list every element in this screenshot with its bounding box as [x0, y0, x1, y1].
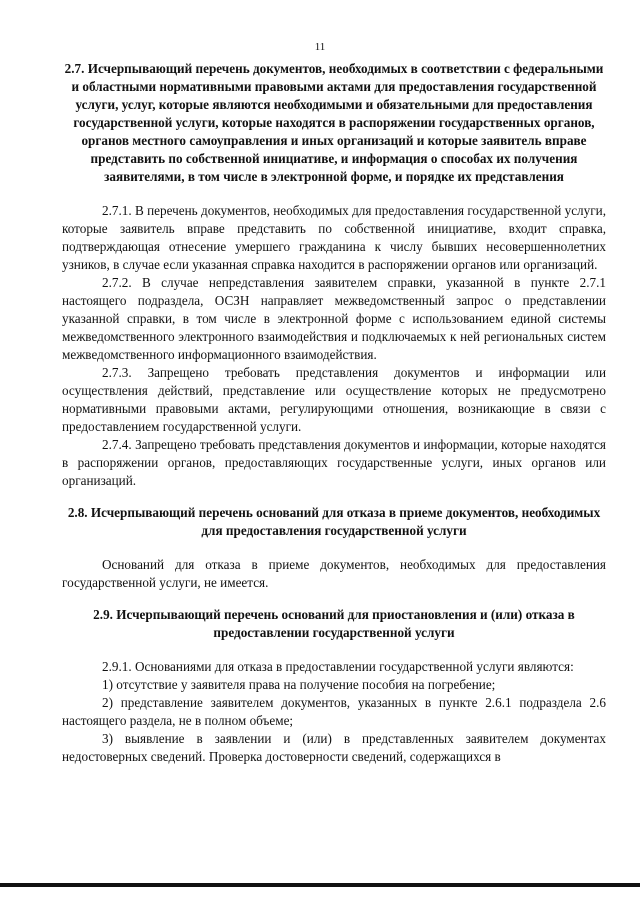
list-item-1: 1) отсутствие у заявителя права на получение пособия на погребение;: [102, 677, 496, 692]
scan-edge-bar: [0, 883, 640, 887]
list-item-3: 3) выявление в заявлении и (или) в представленных заявителем документах недостоверных сведений. Проверка достоверности сведений, содержащихся в: [62, 731, 606, 764]
document-body: [62, 60, 606, 766]
list-item-2: 2) представление заявителем документов, указанных в пункте 2.6.1 подраздела 2.6 настоящего раздела, не в полном объеме;: [62, 695, 606, 728]
paragraph-2-8: Оснований для отказа в приеме документов, необходимых для предоставления государственной услуги, не имеется.: [62, 557, 606, 590]
paragraph-2-7-1: 2.7.1. В перечень документов, необходимых для предоставления государственной услуги, которые заявитель вправе представить по собственной инициативе, входит справка, подтверждающая отнесение умершего гражданина к числу бывших несовершеннолетних узников, в случае если указанная справка находится в распоряжении органов или организаций.: [62, 203, 606, 272]
section-2-8-heading: 2.8. Исчерпывающий перечень оснований для отказа в приеме документов, необходимых для предоставления государственной услуги: [67, 505, 601, 538]
paragraph-2-9-1: 2.9.1. Основаниями для отказа в предоставлении государственной услуги являются:: [102, 659, 574, 674]
paragraph-2-7-3: 2.7.3. Запрещено требовать представления документов и информации или осуществления действий, представление или осуществление которых не предусмотрено нормативными правовыми актами, регулирующими отношения, возникающие в связи с предоставлением государственной услуги.: [62, 365, 606, 434]
paragraph-2-7-4: 2.7.4. Запрещено требовать представления документов и информации, которые находятся в распоряжении органов, предоставляющих государственные услуги, иных органов или организаций.: [62, 437, 606, 488]
page-number: 11: [314, 41, 326, 53]
section-2-7-heading: 2.7. Исчерпывающий перечень документов, необходимых в соответствии с федеральными и областными нормативными правовыми актами для предоставления государственной услуги, услуг, которые являются необходимыми и обязательными для предоставления государственной услуги, которые находятся в распоряжении государственных органов, органов местного самоуправления и иных организаций и которые заявитель вправе представить по собственной инициативе, и информация о способах их получения заявителями, в том числе в электронной форме, и порядке их представления: [64, 61, 604, 184]
section-2-9-heading: 2.9. Исчерпывающий перечень оснований для приостановления и (или) отказа в предоставлении государственной услуги: [93, 607, 575, 640]
paragraph-2-7-2: 2.7.2. В случае непредставления заявителем справки, указанной в пункте 2.7.1 настоящего подраздела, ОСЗН направляет межведомственный запрос о представлении указанной справки, в том числе в электронной форме с использованием единой системы межведомственного электронного взаимодействия и подключаемых к ней региональных систем межведомственного информационного взаимодействия.: [62, 275, 606, 362]
